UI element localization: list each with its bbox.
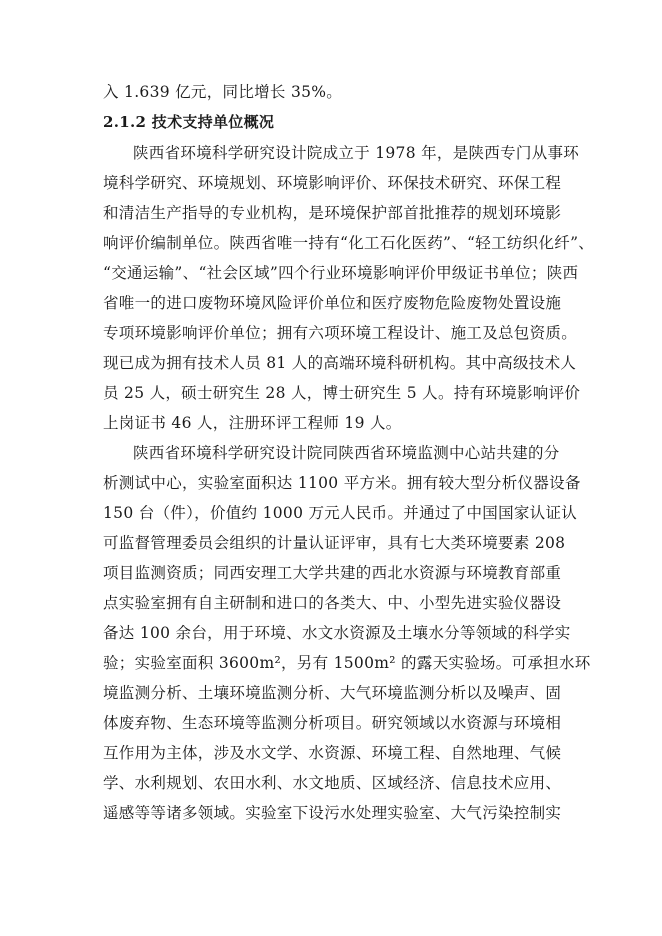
paragraph-line: 150 台（件），价值约 1000 万元人民币。并通过了中国国家认证认	[103, 504, 578, 522]
paragraph-line: 境监测分析、土壤环境监测分析、大气环境监测分析以及噪声、固	[103, 684, 562, 702]
paragraph-line: 陕西省环境科学研究设计院成立于 1978 年，是陕西专门从事环	[133, 144, 580, 162]
paragraph-line: 点实验室拥有自主研制和进口的各类大、中、小型先进实验仪器设	[103, 594, 562, 612]
paragraph-line: 陕西省环境科学研究设计院同陕西省环境监测中心站共建的分	[133, 444, 560, 462]
paragraph-line: 遥感等等诸多领域。实验室下设污水处理实验室、大气污染控制实	[103, 804, 562, 822]
paragraph-line: 上岗证书 46 人，注册环评工程师 19 人。	[103, 414, 402, 432]
paragraph-line: 备达 100 余台，用于环境、水文水资源及土壤水分等领域的科学实	[103, 624, 571, 642]
paragraph-line: 省唯一的进口废物环境风险评价单位和医疗废物危险废物处置设施	[103, 294, 562, 312]
paragraph-line: 现已成为拥有技术人员 81 人的高端环境科研机构。其中高级技术人	[103, 354, 577, 372]
paragraph-line: 响评价编制单位。陕西省唯一持有“化工石化医药”、“轻工纺织化纤”、	[103, 234, 595, 252]
paragraph-line: “交通运输”、“社会区域”四个行业环境影响评价甲级证书单位；陕西	[103, 264, 579, 282]
paragraph-line: 验；实验室面积 3600m²，另有 1500m² 的露天实验场。可承担水环	[103, 654, 591, 672]
paragraph-line: 学、水利规划、农田水利、水文地质、区域经济、信息技术应用、	[103, 774, 562, 792]
paragraph-line: 可监督管理委员会组织的计量认证评审，具有七大类环境要素 208	[103, 534, 566, 552]
paragraph-line: 互作用为主体，涉及水文学、水资源、环境工程、自然地理、气候	[103, 744, 562, 762]
paragraph-line: 专项环境影响评价单位；拥有六项环境工程设计、施工及总包资质。	[103, 324, 578, 342]
carry-over-line: 入 1.639 亿元，同比增长 35%。	[103, 83, 343, 101]
paragraph-line: 员 25 人，硕士研究生 28 人，博士研究生 5 人。持有环境影响评价	[103, 384, 581, 402]
paragraph-line: 体废弃物、生态环境等监测分析项目。研究领域以水资源与环境相	[103, 714, 562, 732]
paragraph-line: 项目监测资质；同西安理工大学共建的西北水资源与环境教育部重	[103, 564, 562, 582]
section-heading: 2.1.2 技术支持单位概况	[103, 113, 275, 131]
paragraph-line: 析测试中心，实验室面积达 1100 平方米。拥有较大型分析仪器设备	[103, 474, 581, 492]
paragraph-line: 和清洁生产指导的专业机构，是环境保护部首批推荐的规划环境影	[103, 204, 562, 222]
paragraph-line: 境科学研究、环境规划、环境影响评价、环保技术研究、环保工程	[103, 174, 562, 192]
